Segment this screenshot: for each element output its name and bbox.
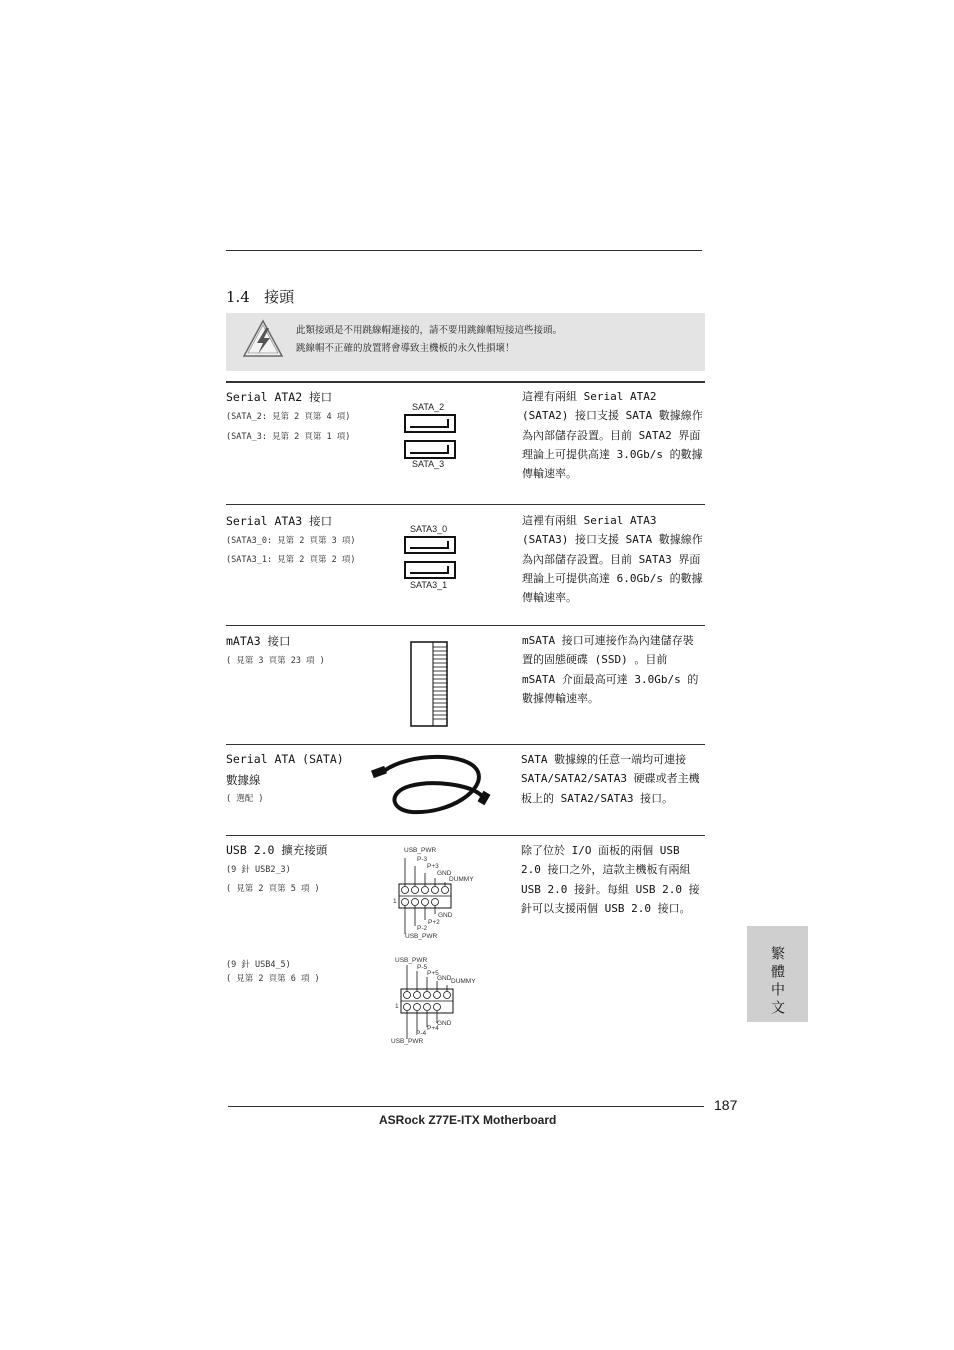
usb23-pin-dummy: DUMMY <box>449 876 474 883</box>
section-number: 1.4 <box>226 288 250 306</box>
usb23-header-diagram <box>393 846 483 944</box>
sata2-heading: Serial ATA2 接口 <box>226 390 333 404</box>
usb23-pin-p+2: P+2 <box>428 919 440 926</box>
usb45-pin-dummy: DUMMY <box>451 978 476 985</box>
sata2-connector-diagram <box>404 414 456 459</box>
sata3-0-label: SATA3_0 <box>410 524 448 534</box>
sata3-ref-1: (SATA3_0: 見第 2 頁第 3 項) <box>226 536 356 546</box>
usb23-pin-count: (9 針 USB2_3) <box>226 865 291 875</box>
sata-cable-heading: Serial ATA (SATA) <box>226 752 344 766</box>
footer-title: ASRock Z77E-ITX Motherboard <box>379 1113 557 1127</box>
usb45-pin-p-4: P-4 <box>416 1030 427 1037</box>
sata3-1-label: SATA3_1 <box>410 580 448 590</box>
usb23-pin-p+3: P+3 <box>427 863 439 870</box>
row-divider <box>226 625 705 626</box>
usb45-pin-usb-pwr-top: USB_PWR <box>395 957 428 964</box>
usb23-ref: ( 見第 2 頁第 5 項 ) <box>226 884 320 894</box>
usb45-pin-p+5: P+5 <box>427 970 439 977</box>
caution-note <box>226 313 705 371</box>
usb23-pin-p-3: P-3 <box>417 856 428 863</box>
page-number: 187 <box>714 1097 738 1113</box>
sata2-ref-2: (SATA_3: 見第 2 頁第 1 項) <box>226 432 351 442</box>
sata3-heading: Serial ATA3 接口 <box>226 514 333 528</box>
usb45-pin-count: (9 針 USB4_5) <box>226 960 291 970</box>
sata3-connector-diagram <box>404 536 456 580</box>
usb23-pin-1-marker: 1 <box>393 898 397 905</box>
sata3-description: 這裡有兩組 Serial ATA3 (SATA3) 接口支援 SATA 數據線作為內部儲存設置。目前 SATA3 界面理論上可提供高達 6.0Gb/s 的數據傳輸速率。 <box>522 514 703 605</box>
usb45-pin-1-marker: 1 <box>395 1003 399 1010</box>
usb45-pin-gnd-top: GND <box>437 975 452 982</box>
sata-cable-description: SATA 數據線的任意一端均可連接 SATA/SATA2/SATA3 硬碟或者主機板上的 SATA2/SATA3 接口。 <box>521 753 700 805</box>
usb23-pin-p-2: P-2 <box>417 925 428 932</box>
sata2-description: 這裡有兩組 Serial ATA2 (SATA2) 接口支援 SATA 數據線作為內部儲存設置。目前 SATA2 界面理論上可提供高達 3.0Gb/s 的數據傳輸速率。 <box>522 390 703 481</box>
usb45-pin-p-5: P-5 <box>417 964 428 971</box>
row-divider <box>226 381 705 383</box>
usb23-pin-usb-pwr-top: USB_PWR <box>404 847 437 854</box>
msata-description: mSATA 接口可連接作為內建儲存裝置的固態硬碟 (SSD) 。目前 mSATA 介面最高可達 3.0Gb/s 的數據傳輸速率。 <box>522 634 699 705</box>
sata2-ref-1: (SATA_2: 見第 2 頁第 4 項) <box>226 412 351 422</box>
footer-rule <box>228 1106 704 1107</box>
sata3-connector-label: SATA_3 <box>412 459 445 469</box>
sata2-connector-label: SATA_2 <box>412 402 445 412</box>
row-divider <box>226 504 705 505</box>
usb45-pin-usb-pwr-bottom: USB_PWR <box>391 1038 424 1045</box>
row-divider <box>226 744 705 745</box>
usb45-pin-gnd-bottom: GND <box>437 1020 452 1027</box>
usb-header-description: 除了位於 I/O 面板的兩個 USB 2.0 接口之外，這款主機板有兩組 USB 2.0 接針。每組 USB 2.0 接針可以支援兩個 USB 2.0 接口。 <box>521 844 700 915</box>
msata-slot-diagram <box>410 641 448 727</box>
warning-icon <box>242 319 284 359</box>
msata-heading: mATA3 接口 <box>226 634 291 648</box>
usb45-header-diagram <box>391 953 481 1049</box>
usb45-ref: ( 見第 2 頁第 6 項 ) <box>226 974 320 984</box>
section-heading: 接頭 <box>264 288 295 306</box>
note-line-2: 跳線帽不正確的放置將會導致主機板的永久性損壞！ <box>296 343 515 354</box>
usb45-pin-p+4: P+4 <box>427 1025 439 1032</box>
usb23-pin-gnd-bottom: GND <box>438 912 453 919</box>
language-side-tab <box>747 926 808 1022</box>
usb23-pin-usb-pwr-bottom: USB_PWR <box>405 933 438 940</box>
sata-cable-heading-2: 數據線 <box>226 773 261 787</box>
top-rule <box>226 250 702 251</box>
row-divider <box>226 835 705 836</box>
sata-cable-optional: ( 選配 ) <box>226 794 264 804</box>
sata3-ref-2: (SATA3_1: 見第 2 頁第 2 項) <box>226 555 356 565</box>
section-title <box>226 286 294 307</box>
sata-cable-image <box>370 752 494 816</box>
usb23-pin-gnd-top: GND <box>437 870 452 877</box>
msata-ref: ( 見第 3 頁第 23 項 ) <box>226 656 325 666</box>
note-line-1: 此類接頭是不用跳線帽連接的，請不要用跳線帽短接這些接頭。 <box>296 325 563 336</box>
usb-header-heading: USB 2.0 擴充接頭 <box>226 843 328 857</box>
language-tab-label: 繁體中文 <box>769 946 785 1018</box>
